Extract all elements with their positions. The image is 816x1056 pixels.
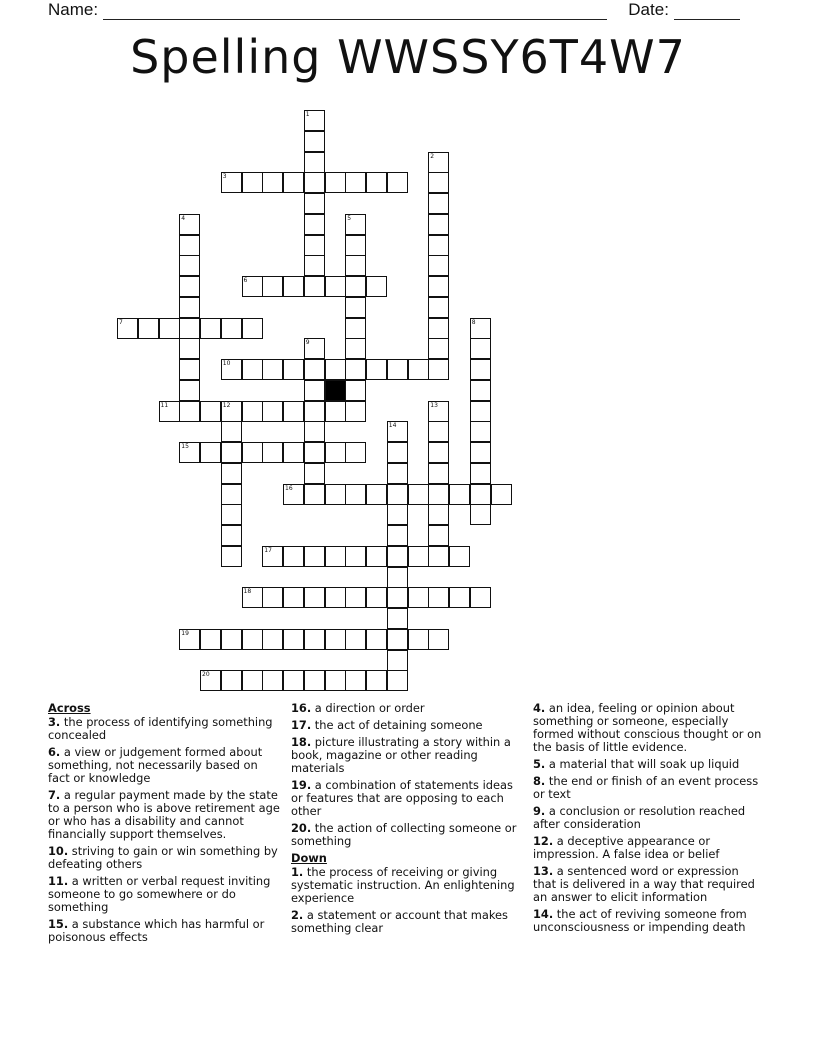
grid-cell[interactable] bbox=[179, 338, 200, 359]
grid-cell[interactable] bbox=[304, 587, 325, 608]
grid-cell[interactable] bbox=[366, 546, 387, 567]
grid-cell[interactable] bbox=[283, 359, 304, 380]
clue-text: a conclusion or resolution reached after consideration bbox=[533, 804, 746, 831]
grid-cell[interactable] bbox=[304, 421, 325, 442]
clue-number: 11. bbox=[48, 874, 69, 888]
grid-cell[interactable] bbox=[366, 629, 387, 650]
grid-cell[interactable] bbox=[117, 318, 138, 339]
grid-cell[interactable] bbox=[428, 401, 449, 422]
grid-cell[interactable] bbox=[221, 670, 242, 691]
grid-cell[interactable] bbox=[262, 276, 283, 297]
clue-number: 2. bbox=[291, 908, 304, 922]
clue-number: 18. bbox=[291, 735, 312, 749]
date-label: Date: bbox=[628, 0, 669, 19]
grid-cell[interactable] bbox=[200, 670, 221, 691]
cell-number: 12 bbox=[222, 401, 231, 409]
grid-cell[interactable] bbox=[325, 401, 346, 422]
grid-cell[interactable] bbox=[304, 629, 325, 650]
grid-cell[interactable] bbox=[345, 359, 366, 380]
cell-number: 3 bbox=[222, 173, 227, 181]
grid-cell[interactable] bbox=[428, 193, 449, 214]
grid-cell[interactable] bbox=[470, 380, 491, 401]
grid-cell[interactable] bbox=[304, 338, 325, 359]
grid-cell[interactable] bbox=[221, 463, 242, 484]
clue-text: the act of detaining someone bbox=[311, 718, 483, 732]
cell-number: 14 bbox=[388, 422, 397, 430]
grid-cell[interactable] bbox=[345, 401, 366, 422]
grid-cell[interactable] bbox=[283, 587, 304, 608]
clue-number: 8. bbox=[533, 774, 546, 788]
grid-cell[interactable] bbox=[345, 214, 366, 235]
grid-cell[interactable] bbox=[387, 608, 408, 629]
clue-column-1 bbox=[48, 702, 280, 948]
clue-number: 14. bbox=[533, 907, 554, 921]
page-title: Spelling WWSSY6T4W7 bbox=[130, 30, 686, 84]
grid-cell[interactable] bbox=[283, 172, 304, 193]
clue-number: 7. bbox=[48, 788, 61, 802]
grid-cell[interactable] bbox=[262, 670, 283, 691]
cell-number: 10 bbox=[222, 360, 231, 367]
across-clue bbox=[48, 746, 280, 785]
grid-cell[interactable] bbox=[304, 235, 325, 256]
down-clue bbox=[533, 865, 765, 904]
grid-cell[interactable] bbox=[428, 214, 449, 235]
clue-text: a statement or account that makes something clear bbox=[291, 908, 508, 935]
cell-number: 7 bbox=[119, 318, 123, 326]
cell-number: 4 bbox=[181, 214, 186, 222]
grid-cell[interactable] bbox=[408, 587, 429, 608]
clue-number: 10. bbox=[48, 844, 69, 858]
grid-cell[interactable] bbox=[179, 629, 200, 650]
clue-text: a view or judgement formed about something, not necessarily based on fact or knowledge bbox=[48, 745, 263, 785]
grid-cell[interactable] bbox=[325, 546, 346, 567]
grid-cell[interactable] bbox=[221, 172, 242, 193]
grid-cell[interactable] bbox=[428, 276, 449, 297]
grid-cell[interactable] bbox=[304, 484, 325, 505]
name-label: Name: bbox=[48, 0, 99, 19]
across-clue bbox=[48, 845, 280, 871]
grid-cell[interactable] bbox=[387, 629, 408, 650]
grid-cell[interactable] bbox=[242, 318, 263, 339]
clue-number: 3. bbox=[48, 715, 61, 729]
clue-text: a sentenced word or expression that is delivered in a way that required an answer to elicit information bbox=[533, 864, 755, 904]
grid-cell[interactable] bbox=[304, 276, 325, 297]
grid-cell[interactable] bbox=[221, 401, 242, 422]
grid-cell[interactable] bbox=[283, 276, 304, 297]
grid-cell[interactable] bbox=[428, 484, 449, 505]
grid-cell[interactable] bbox=[408, 484, 429, 505]
grid-cell[interactable] bbox=[262, 442, 283, 463]
grid-cell[interactable] bbox=[470, 484, 491, 505]
grid-cell[interactable] bbox=[428, 235, 449, 256]
grid-cell[interactable] bbox=[221, 442, 242, 463]
grid-cell[interactable] bbox=[345, 546, 366, 567]
grid-cell[interactable] bbox=[304, 463, 325, 484]
grid-cell[interactable] bbox=[345, 318, 366, 339]
clue-text: the act of reviving someone from unconsciousness or impending death bbox=[533, 907, 747, 934]
grid-cell[interactable] bbox=[179, 297, 200, 318]
grid-cell[interactable] bbox=[325, 276, 346, 297]
grid-cell[interactable] bbox=[449, 546, 470, 567]
clue-text: an idea, feeling or opinion about something or someone, especially formed without conscious thought or on the basis of little evidence. bbox=[533, 701, 762, 754]
grid-cell[interactable] bbox=[366, 484, 387, 505]
clue-number: 9. bbox=[533, 804, 546, 818]
grid-cell[interactable] bbox=[387, 650, 408, 671]
grid-cell[interactable] bbox=[325, 670, 346, 691]
grid-cell[interactable] bbox=[366, 276, 387, 297]
grid-cell[interactable] bbox=[221, 546, 242, 567]
grid-cell[interactable] bbox=[304, 442, 325, 463]
grid-cell[interactable] bbox=[408, 359, 429, 380]
grid-cell[interactable] bbox=[470, 587, 491, 608]
blocked-cell bbox=[325, 380, 346, 401]
cell-number: 8 bbox=[471, 318, 476, 326]
cell-number: 5 bbox=[347, 214, 352, 222]
down-clue bbox=[533, 702, 765, 754]
cell-number: 15 bbox=[181, 443, 189, 450]
grid-cell[interactable] bbox=[242, 587, 263, 608]
clue-text: a regular payment made by the state to a person who is above retirement age or who has a disability and cannot financially support themselves. bbox=[48, 788, 280, 841]
grid-cell[interactable] bbox=[345, 235, 366, 256]
grid-cell[interactable] bbox=[345, 587, 366, 608]
across-clue bbox=[48, 716, 280, 742]
grid-cell[interactable] bbox=[470, 338, 491, 359]
grid-cell[interactable] bbox=[325, 359, 346, 380]
grid-cell[interactable] bbox=[242, 442, 263, 463]
grid-cell[interactable] bbox=[325, 442, 346, 463]
grid-cell[interactable] bbox=[304, 380, 325, 401]
cell-number: 1 bbox=[305, 111, 310, 118]
grid-cell[interactable] bbox=[221, 525, 242, 546]
grid-cell[interactable] bbox=[428, 463, 449, 484]
grid-cell[interactable] bbox=[221, 629, 242, 650]
down-clue bbox=[291, 909, 523, 935]
clue-text: a substance which has harmful or poisonous effects bbox=[48, 917, 265, 944]
grid-cell[interactable] bbox=[200, 401, 221, 422]
grid-cell[interactable] bbox=[242, 172, 263, 193]
cell-number: 2 bbox=[430, 152, 435, 160]
grid-cell[interactable] bbox=[387, 546, 408, 567]
grid-cell[interactable] bbox=[408, 546, 429, 567]
grid-cell[interactable] bbox=[283, 484, 304, 505]
grid-cell[interactable] bbox=[304, 255, 325, 276]
across-clue bbox=[48, 789, 280, 841]
cell-number: 11 bbox=[160, 401, 169, 409]
clue-text: a deceptive appearance or impression. A false idea or belief bbox=[533, 834, 720, 861]
grid-cell[interactable] bbox=[428, 359, 449, 380]
grid-cell[interactable] bbox=[345, 172, 366, 193]
grid-cell[interactable] bbox=[325, 587, 346, 608]
grid-cell[interactable] bbox=[283, 401, 304, 422]
grid-cell[interactable] bbox=[262, 587, 283, 608]
clue-text: a combination of statements ideas or features that are opposing to each other bbox=[291, 778, 513, 818]
grid-cell[interactable] bbox=[470, 463, 491, 484]
grid-cell[interactable] bbox=[387, 421, 408, 442]
grid-cell[interactable] bbox=[387, 442, 408, 463]
across-clue bbox=[48, 875, 280, 914]
grid-cell[interactable] bbox=[491, 484, 512, 505]
cell-number: 16 bbox=[285, 484, 293, 492]
clue-text: a material that will soak up liquid bbox=[545, 757, 740, 771]
grid-cell[interactable] bbox=[428, 297, 449, 318]
grid-cell[interactable] bbox=[366, 172, 387, 193]
grid-cell[interactable] bbox=[179, 401, 200, 422]
grid-cell[interactable] bbox=[449, 484, 470, 505]
grid-cell[interactable] bbox=[262, 401, 283, 422]
grid-cell[interactable] bbox=[387, 670, 408, 691]
grid-cell[interactable] bbox=[159, 318, 180, 339]
grid-cell[interactable] bbox=[428, 442, 449, 463]
clue-text: the end or finish of an event process or text bbox=[533, 774, 759, 801]
grid-cell[interactable] bbox=[179, 276, 200, 297]
grid-cell[interactable] bbox=[428, 318, 449, 339]
clue-number: 13. bbox=[533, 864, 554, 878]
grid-cell[interactable] bbox=[345, 380, 366, 401]
grid-cell[interactable] bbox=[470, 421, 491, 442]
grid-cell[interactable] bbox=[428, 421, 449, 442]
grid-cell[interactable] bbox=[304, 172, 325, 193]
grid-cell[interactable] bbox=[221, 504, 242, 525]
grid-cell[interactable] bbox=[345, 255, 366, 276]
clue-number: 19. bbox=[291, 778, 312, 792]
clue-number: 4. bbox=[533, 701, 546, 715]
grid-cell[interactable] bbox=[345, 629, 366, 650]
grid-cell[interactable] bbox=[387, 172, 408, 193]
grid-cell[interactable] bbox=[179, 442, 200, 463]
grid-cell[interactable] bbox=[428, 504, 449, 525]
clue-text: picture illustrating a story within a book, magazine or other reading materials bbox=[291, 735, 511, 775]
grid-cell[interactable] bbox=[470, 442, 491, 463]
clue-number: 15. bbox=[48, 917, 69, 931]
grid-cell[interactable] bbox=[449, 587, 470, 608]
cell-number: 9 bbox=[305, 339, 310, 347]
down-clue bbox=[533, 775, 765, 801]
down-clue bbox=[533, 758, 765, 771]
cell-number: 13 bbox=[430, 401, 438, 409]
grid-cell[interactable] bbox=[470, 401, 491, 422]
grid-cell[interactable] bbox=[242, 670, 263, 691]
grid-cell[interactable] bbox=[200, 629, 221, 650]
across-clue bbox=[48, 918, 280, 944]
grid-cell[interactable] bbox=[387, 484, 408, 505]
grid-cell[interactable] bbox=[179, 359, 200, 380]
grid-cell[interactable] bbox=[242, 401, 263, 422]
grid-cell[interactable] bbox=[387, 525, 408, 546]
grid-cell[interactable] bbox=[428, 338, 449, 359]
grid-cell[interactable] bbox=[262, 359, 283, 380]
grid-cell[interactable] bbox=[200, 442, 221, 463]
grid-cell[interactable] bbox=[304, 359, 325, 380]
grid-cell[interactable] bbox=[428, 525, 449, 546]
down-heading: Down bbox=[291, 851, 327, 865]
grid-cell[interactable] bbox=[345, 276, 366, 297]
clue-number: 17. bbox=[291, 718, 312, 732]
grid-cell[interactable] bbox=[242, 359, 263, 380]
down-clue bbox=[533, 908, 765, 934]
grid-cell[interactable] bbox=[283, 629, 304, 650]
grid-cell[interactable] bbox=[179, 214, 200, 235]
across-clue bbox=[291, 702, 523, 715]
grid-cell[interactable] bbox=[221, 484, 242, 505]
grid-cell[interactable] bbox=[428, 587, 449, 608]
grid-cell[interactable] bbox=[304, 193, 325, 214]
grid-cell[interactable] bbox=[428, 152, 449, 173]
grid-cell[interactable] bbox=[221, 359, 242, 380]
grid-cell[interactable] bbox=[304, 214, 325, 235]
grid-cell[interactable] bbox=[408, 629, 429, 650]
grid-cell[interactable] bbox=[304, 152, 325, 173]
grid-cell[interactable] bbox=[179, 235, 200, 256]
grid-cell[interactable] bbox=[366, 359, 387, 380]
grid-cell[interactable] bbox=[345, 442, 366, 463]
grid-cell[interactable] bbox=[345, 297, 366, 318]
grid-cell[interactable] bbox=[428, 546, 449, 567]
grid-cell[interactable] bbox=[262, 172, 283, 193]
grid-cell[interactable] bbox=[179, 255, 200, 276]
grid-cell[interactable] bbox=[179, 318, 200, 339]
clue-number: 6. bbox=[48, 745, 61, 759]
down-clue bbox=[291, 866, 523, 905]
grid-cell[interactable] bbox=[428, 629, 449, 650]
grid-cell[interactable] bbox=[387, 504, 408, 525]
clue-number: 20. bbox=[291, 821, 312, 835]
grid-cell[interactable] bbox=[366, 670, 387, 691]
clue-column-3 bbox=[533, 702, 765, 938]
clue-text: a written or verbal request inviting someone to go somewhere or do something bbox=[48, 874, 271, 914]
clue-text: a direction or order bbox=[311, 701, 425, 715]
grid-cell[interactable] bbox=[304, 401, 325, 422]
clue-column-2 bbox=[291, 702, 523, 939]
across-clue bbox=[291, 822, 523, 848]
grid-cell[interactable] bbox=[242, 629, 263, 650]
grid-cell[interactable] bbox=[428, 172, 449, 193]
grid-cell[interactable] bbox=[283, 442, 304, 463]
clue-number: 16. bbox=[291, 701, 312, 715]
grid-cell[interactable] bbox=[221, 421, 242, 442]
across-clue bbox=[291, 779, 523, 818]
grid-cell[interactable] bbox=[221, 318, 242, 339]
cell-number: 20 bbox=[202, 671, 210, 679]
grid-cell[interactable] bbox=[325, 484, 346, 505]
grid-cell[interactable] bbox=[325, 172, 346, 193]
grid-cell[interactable] bbox=[159, 401, 180, 422]
clue-text: the action of collecting someone or something bbox=[291, 821, 517, 848]
grid-cell[interactable] bbox=[200, 318, 221, 339]
grid-cell[interactable] bbox=[138, 318, 159, 339]
cell-number: 18 bbox=[243, 588, 252, 596]
grid-cell[interactable] bbox=[304, 546, 325, 567]
grid-cell[interactable] bbox=[304, 110, 325, 131]
grid-cell[interactable] bbox=[470, 359, 491, 380]
clue-text: the process of receiving or giving systematic instruction. An enlightening experience bbox=[291, 865, 515, 905]
clue-text: the process of identifying something concealed bbox=[48, 715, 273, 742]
grid-cell[interactable] bbox=[387, 359, 408, 380]
grid-cell[interactable] bbox=[304, 670, 325, 691]
grid-cell[interactable] bbox=[366, 587, 387, 608]
grid-cell[interactable] bbox=[262, 546, 283, 567]
cell-number: 6 bbox=[243, 277, 248, 284]
across-clue bbox=[291, 719, 523, 732]
grid-cell[interactable] bbox=[304, 131, 325, 152]
clue-number: 12. bbox=[533, 834, 554, 848]
grid-cell[interactable] bbox=[387, 463, 408, 484]
grid-cell[interactable] bbox=[428, 255, 449, 276]
grid-cell[interactable] bbox=[387, 587, 408, 608]
grid-cell[interactable] bbox=[470, 318, 491, 339]
grid-cell[interactable] bbox=[470, 504, 491, 525]
grid-cell[interactable] bbox=[262, 629, 283, 650]
across-clue bbox=[291, 736, 523, 775]
clue-number: 1. bbox=[291, 865, 304, 879]
grid-cell[interactable] bbox=[345, 484, 366, 505]
across-heading: Across bbox=[48, 701, 91, 715]
down-clue bbox=[533, 805, 765, 831]
grid-cell[interactable] bbox=[283, 546, 304, 567]
grid-cell[interactable] bbox=[242, 276, 263, 297]
down-clue bbox=[533, 835, 765, 861]
grid-cell[interactable] bbox=[345, 338, 366, 359]
grid-cell[interactable] bbox=[325, 629, 346, 650]
grid-cell[interactable] bbox=[387, 567, 408, 588]
grid-cell[interactable] bbox=[283, 670, 304, 691]
cell-number: 17 bbox=[264, 546, 272, 554]
grid-cell[interactable] bbox=[179, 380, 200, 401]
grid-cell[interactable] bbox=[345, 670, 366, 691]
cell-number: 19 bbox=[181, 629, 189, 637]
clue-number: 5. bbox=[533, 757, 546, 771]
clue-text: striving to gain or win something by defeating others bbox=[48, 844, 278, 871]
